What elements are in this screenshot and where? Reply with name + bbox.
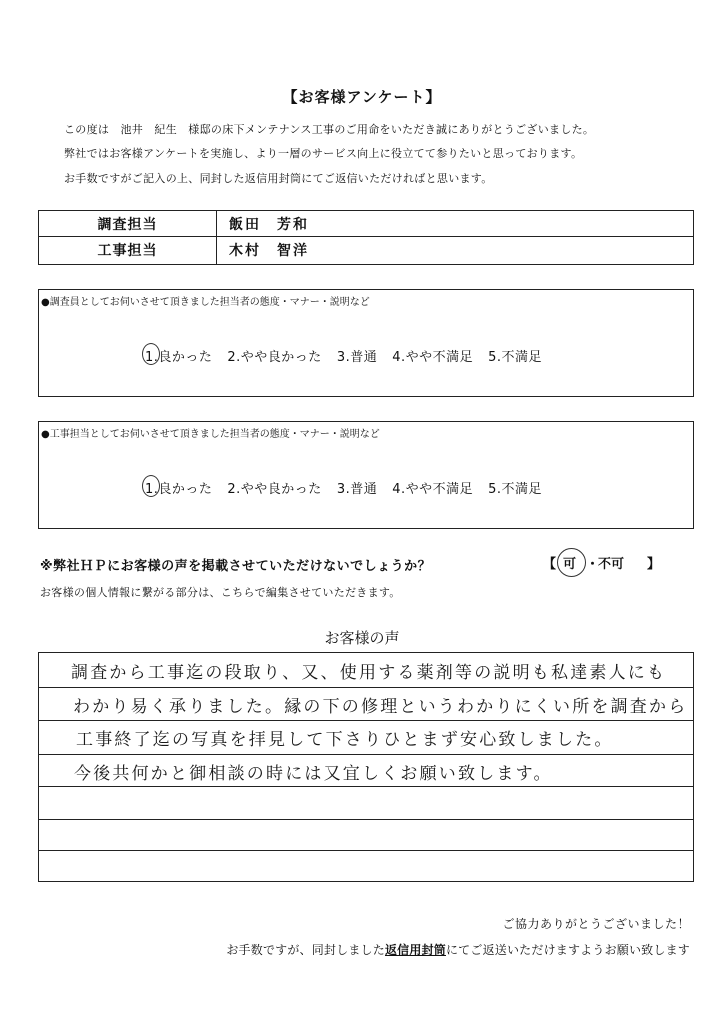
rating-options — [145, 346, 542, 365]
hp-privacy-note: お客様の個人情報に繋がる部分は、こちらで編集させていただきます。 — [40, 586, 401, 599]
staff-row-work — [39, 237, 693, 263]
rating-option-1[interactable]: 1.良かった — [145, 478, 212, 497]
hp-option-separator: ・ — [586, 557, 600, 572]
rating-option-1[interactable]: 1.良かった — [145, 346, 212, 365]
hp-publish-question: ※弊社ＨＰにお客様の声を掲載させていただけないでしょうか？ — [40, 559, 432, 574]
survey-staff-label: 調査担当 — [97, 216, 158, 233]
rating-option-4[interactable]: 4.やや不満足 — [392, 350, 474, 365]
rating-option-2[interactable]: 2.やや良かった — [227, 482, 322, 497]
ruled-line — [39, 850, 693, 851]
handwritten-line-3: 工事終了迄の写真を拝見して下さりひとまず安心致しました。 — [76, 730, 614, 750]
rating-option-2[interactable]: 2.やや良かった — [227, 350, 322, 365]
ruled-line — [39, 687, 693, 688]
rating-option-3[interactable]: 3.普通 — [336, 482, 378, 497]
rating-options — [145, 478, 542, 497]
survey-staff-rating-box — [38, 289, 694, 397]
survey-staff-name: 飯田 芳和 — [229, 216, 309, 233]
rating-option-5[interactable]: 5.不満足 — [488, 350, 543, 365]
staff-table — [38, 210, 694, 265]
rating-option-4[interactable]: 4.やや不満足 — [392, 482, 474, 497]
customer-voice-box — [38, 652, 694, 882]
staff-row-survey — [39, 211, 693, 237]
ruled-line — [39, 720, 693, 721]
survey-title: 【お客様アンケート】 — [282, 88, 442, 106]
voice-title: お客様の声 — [324, 629, 400, 647]
hp-option-no[interactable]: 不可 — [598, 557, 625, 572]
hp-option-yes[interactable]: 可 — [563, 553, 576, 572]
handwritten-line-4: 今後共何かと御相談の時には又宜しくお願い致します。 — [74, 764, 553, 784]
rating-question: ●調査員としてお伺いさせて頂きました担当者の態度・マナー・説明など — [41, 297, 370, 308]
hp-bracket-close: 】 — [647, 557, 661, 572]
thanks-message: ご協力ありがとうございました！ — [502, 917, 690, 931]
handwritten-line-2: わかり易く承りました。縁の下の修理というわかりにくい所を調査から — [73, 697, 688, 717]
return-envelope-label: 返信用封筒 — [384, 943, 446, 957]
work-staff-rating-box — [38, 421, 694, 529]
rating-question: ●工事担当としてお伺いさせて頂きました担当者の態度・マナー・説明など — [41, 429, 380, 440]
rating-option-3[interactable]: 3.普通 — [336, 350, 378, 365]
footer-text-post: にてご返送いただけますようお願い致します — [445, 943, 690, 957]
footer-text-pre: お手数ですが、同封しました — [226, 943, 385, 957]
ruled-line — [39, 754, 693, 755]
rating-option-5[interactable]: 5.不満足 — [488, 482, 543, 497]
intro-line-3: お手数ですがご記入の上、同封した返信用封筒にてご返信いただければと思います。 — [64, 172, 493, 185]
ruled-line — [39, 786, 693, 787]
intro-line-1: この度は 池井 紀生 様邸の床下メンテナンス工事のご用命をいただき誠にありがとうございました。 — [64, 123, 595, 136]
work-staff-name: 木村 智洋 — [229, 243, 309, 259]
work-staff-label: 工事担当 — [97, 243, 158, 259]
handwritten-line-1: 調査から工事迄の段取り、又、使用する薬剤等の説明も私達素人にも — [71, 663, 667, 683]
intro-line-2: 弊社ではお客様アンケートを実施し、より一層のサービス向上に役立てて参りたいと思っております。 — [64, 147, 583, 160]
hp-bracket-open: 【 — [543, 557, 557, 572]
ruled-line — [39, 819, 693, 820]
footer-note — [226, 941, 690, 958]
